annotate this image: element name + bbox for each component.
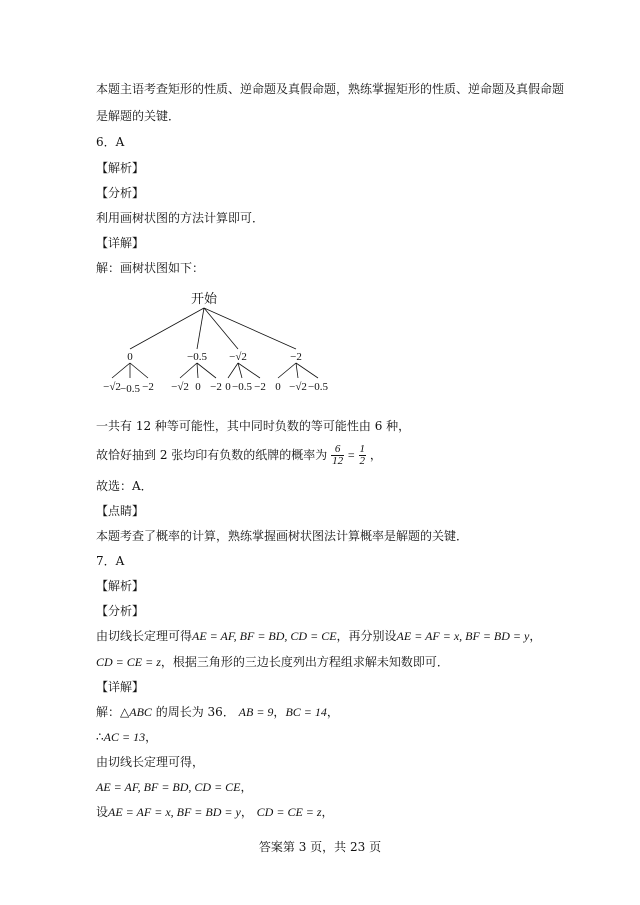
tree-leaf-label: −2 (210, 381, 222, 393)
question-number-7: 7．A (96, 554, 125, 568)
text-line: 利用画树状图的方法计算即可． (96, 211, 265, 225)
tree-branch-label: −√2 (229, 351, 247, 363)
section-fenxi: 【分析】 (96, 186, 145, 200)
probability-line (96, 444, 382, 467)
text-line: 本题考查了概率的计算，熟练掌握画树状图法计算概率是解题的关键． (96, 529, 469, 543)
tree-leaf-label: −0.5 (232, 381, 252, 393)
tree-leaf-label: −2 (254, 381, 266, 393)
text-line: 设AE = AF = x, BF = BD = y， CD = CE = z， (96, 805, 334, 819)
fraction-1-2: $\frac{1}{2}$ (359, 443, 366, 467)
answer-line: 故选：A． (96, 479, 153, 493)
section-xiangjie: 【详解】 (96, 236, 145, 250)
page-footer: 答案第 3 页，共 23 页 (258, 840, 382, 854)
text-line: 由切线长定理可得， (96, 755, 205, 769)
tree-leaf-label: 0 (275, 381, 281, 393)
question-number-6: 6．A (96, 135, 125, 149)
tree-leaf-label: −√2 (289, 381, 307, 393)
probability-text: 故恰好抽到 2 张均印有负数的纸牌的概率为 (96, 448, 328, 462)
tree-leaf-label: −0.5 (120, 383, 140, 395)
text-line: ∴AC = 13， (96, 730, 158, 744)
tree-diagram (96, 286, 346, 398)
tree-branch-label: −0.5 (187, 351, 207, 363)
tree-leaf-label: −√2 (171, 381, 189, 393)
comma: ， (369, 448, 382, 462)
text-line: 由切线长定理可得AE = AF, BF = BD, CD = CE，再分别设AE = AF = x, BF = BD = y， (96, 629, 542, 643)
text-line: 解：画树状图如下： (96, 261, 205, 275)
equals-sign: = (347, 448, 355, 462)
section-jiexi: 【解析】 (96, 161, 145, 175)
fraction-6-12: $\frac{6}{12}$ (332, 443, 344, 467)
text-line: 解：△ABC 的周长为 36． AB = 9，BC = 14， (96, 705, 339, 719)
tree-branch-label: −2 (290, 351, 302, 363)
tree-leaf-label: −0.5 (308, 381, 328, 393)
text-line: AE = AF, BF = BD, CD = CE， (96, 780, 253, 794)
tree-leaf-label: −2 (142, 381, 154, 393)
section-jiexi: 【解析】 (96, 579, 145, 593)
text-line: 一共有 12 种等可能性，其中同时负数的等可能性由 6 种， (96, 419, 411, 433)
section-fenxi: 【分析】 (96, 604, 145, 618)
tree-root-label: 开始 (190, 292, 218, 307)
text-line: CD = CE = z，根据三角形的三边长度列出方程组求解未知数即可． (96, 655, 449, 669)
tree-leaf-label: 0 (225, 381, 231, 393)
text-line: 本题主语考查矩形的性质、逆命题及真假命题，熟练掌握矩形的性质、逆命题及真假命题 (96, 82, 565, 96)
tree-leaf-label: −√2 (103, 381, 121, 393)
text-line: 是解题的关键． (96, 109, 181, 123)
tree-branch-label: 0 (127, 351, 133, 363)
section-xiangjie: 【详解】 (96, 680, 145, 694)
tree-leaf-label: 0 (195, 381, 201, 393)
section-dianjing: 【点睛】 (96, 504, 145, 518)
